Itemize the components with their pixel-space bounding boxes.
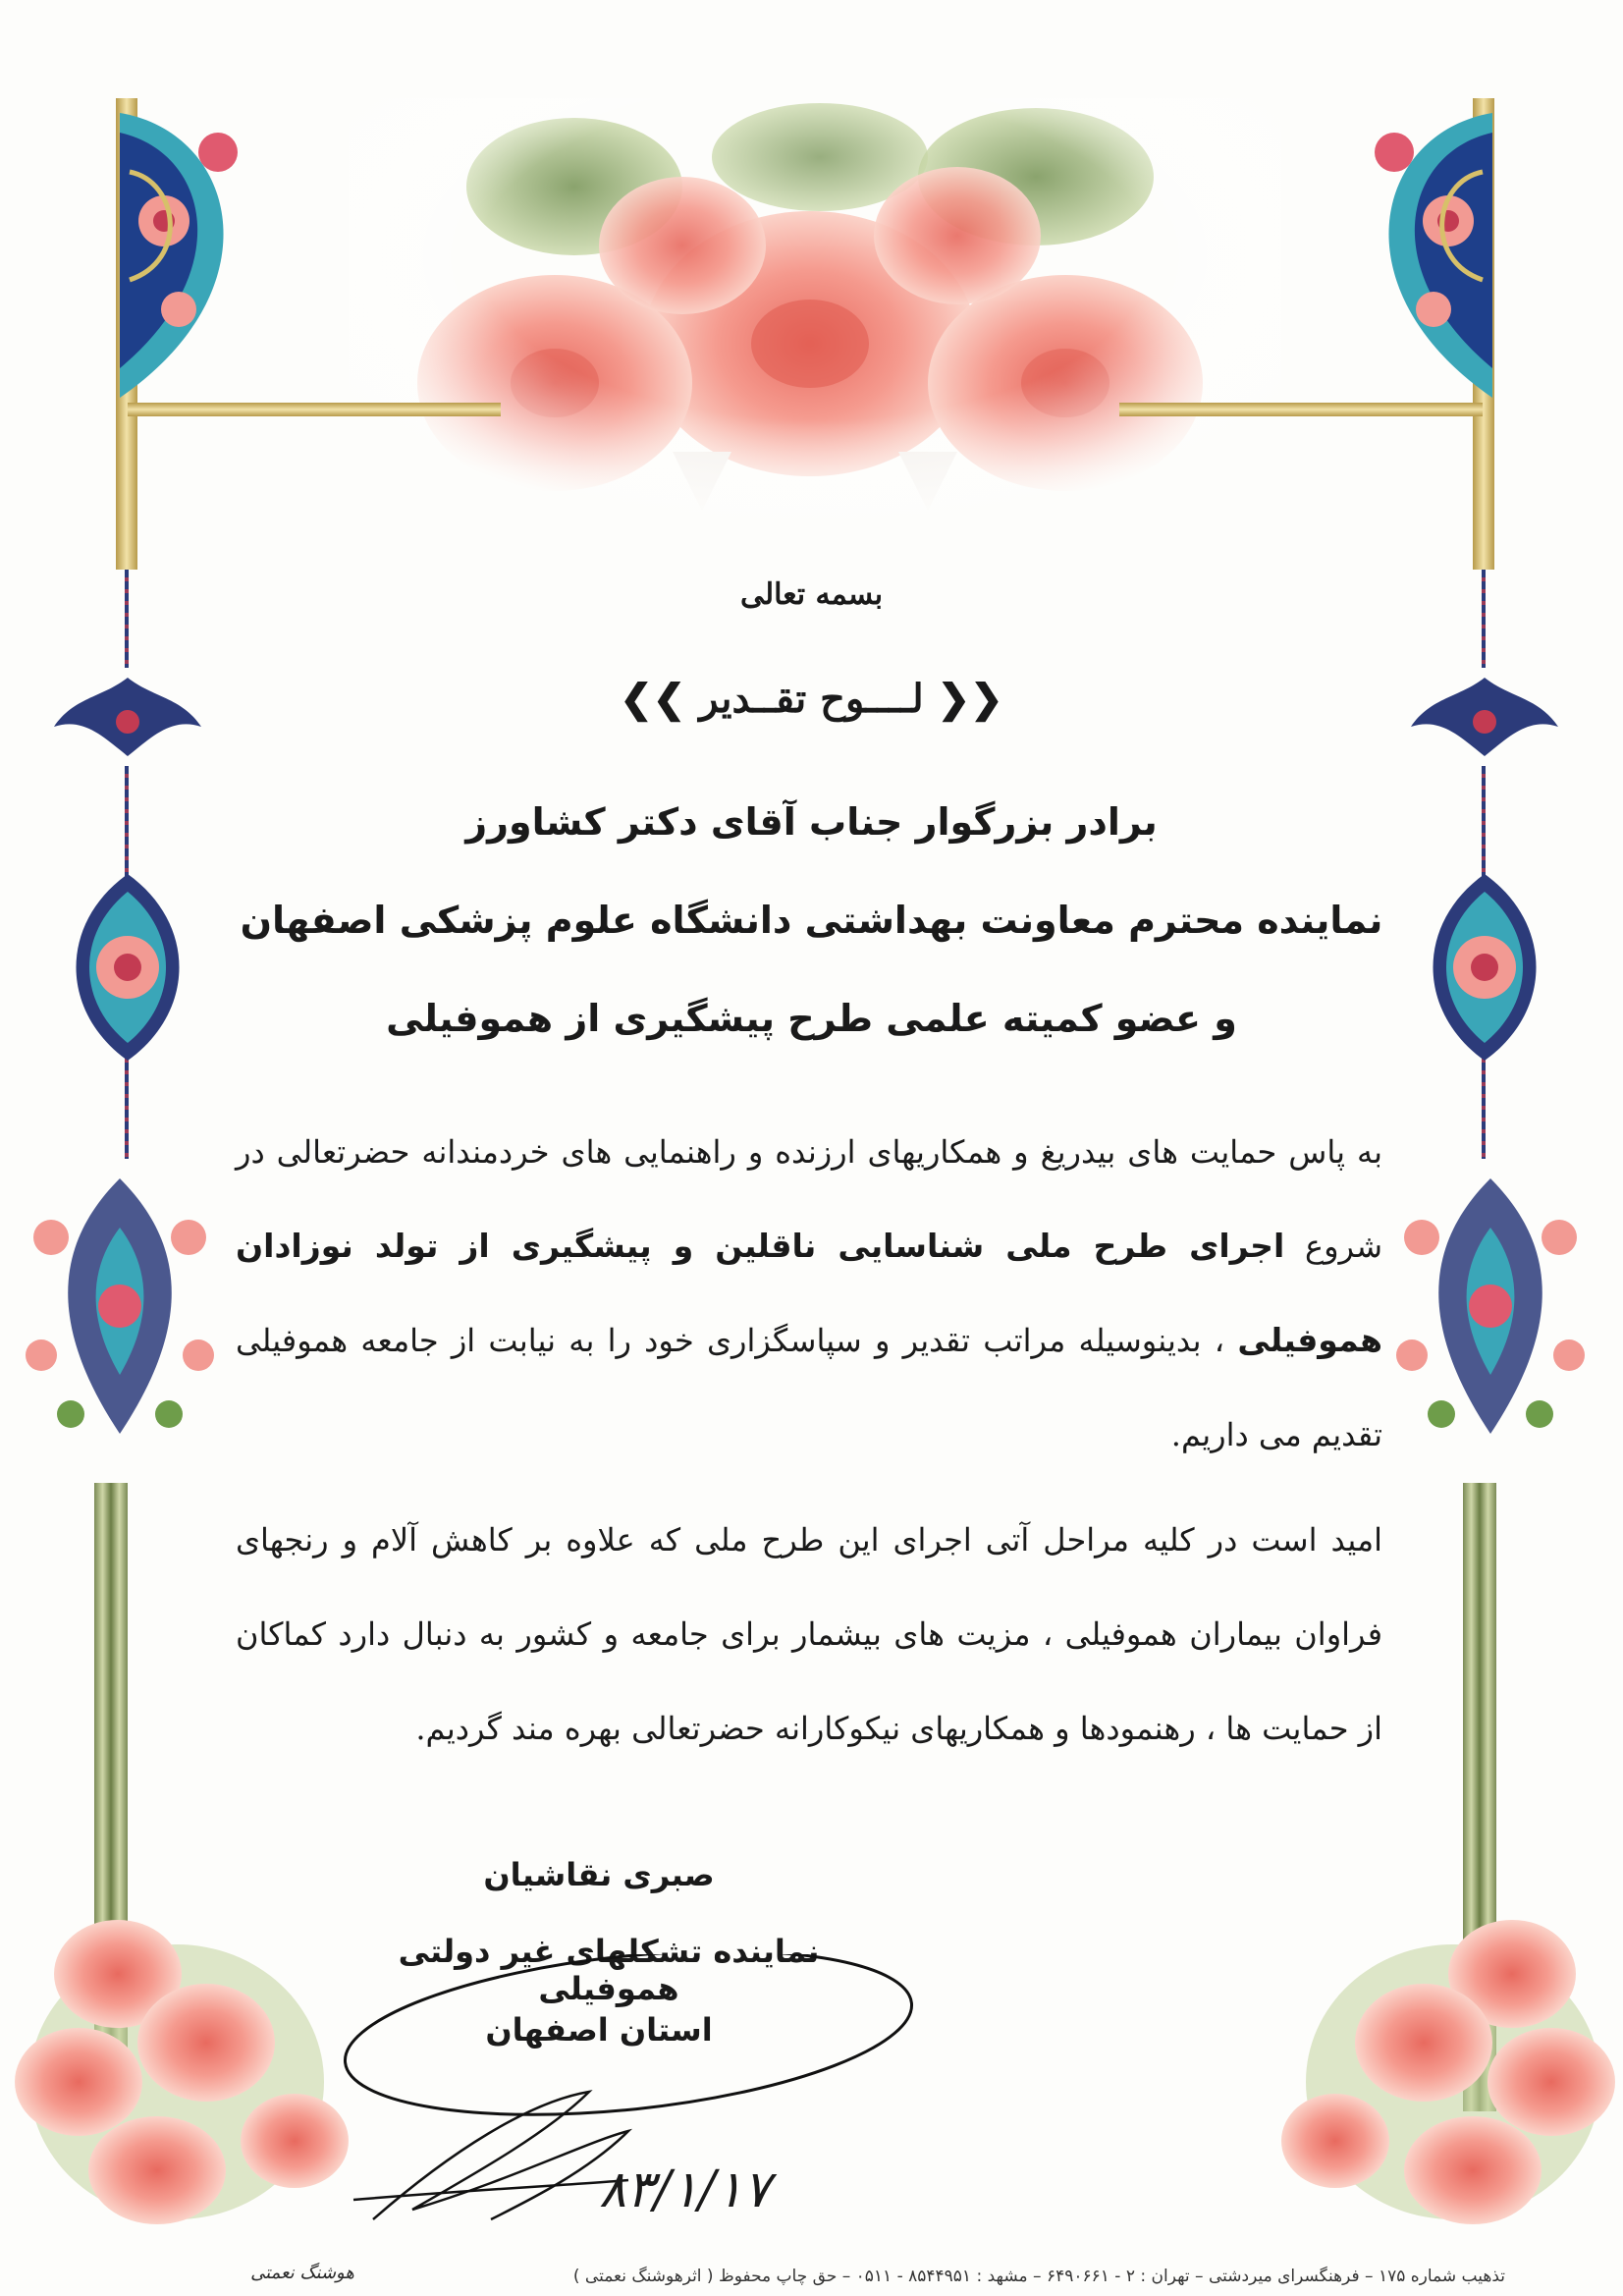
right-chain-lower bbox=[1482, 1051, 1486, 1159]
title-ornament-left-icon: ❯❯ bbox=[620, 676, 700, 722]
frame-right-gold-arm bbox=[1119, 403, 1483, 416]
signer-role: نماینده تشکلهای غیر دولتی هموفیلی bbox=[398, 1933, 820, 2007]
recipient-line-3: و عضو کمیته علمی طرح پیشگیری از هموفیلی bbox=[386, 997, 1237, 1040]
paragraph-1-part-2: ، بدینوسیله مراتب تقدیر و سپاسگزاری خود را به نیابت از جامعه هموفیلی تقدیم می داریم. bbox=[236, 1322, 1382, 1453]
signature-date: ۸۳/۱/۱۷ bbox=[599, 2160, 771, 2219]
recipient-line-2: نماینده محترم معاونت بهداشتی دانشگاه علوم پزشکی اصفهان bbox=[240, 899, 1383, 942]
frame-left-gold-arm bbox=[128, 403, 501, 416]
bottom-left-flowers bbox=[10, 1886, 383, 2239]
bottom-right-flowers bbox=[1247, 1886, 1620, 2239]
paragraph-1-bold: اجرای طرح ملی شناسایی ناقلین و پیشگیری از تولد نوزادان هموفیلی bbox=[236, 1227, 1383, 1359]
signer-province: استان اصفهان bbox=[485, 2011, 713, 2049]
floral-cluster-left-icon bbox=[12, 1159, 228, 1453]
left-chain-lower bbox=[125, 1051, 129, 1159]
floral-cluster-right-icon bbox=[1382, 1159, 1598, 1453]
medallion-left-icon bbox=[59, 874, 196, 1061]
ornament-top-left-icon bbox=[120, 113, 267, 398]
certificate-title bbox=[0, 676, 1623, 722]
paragraph-1-part-1: به پاس حمایت های بیدریغ و همکاریهای ارزنده و راهنمایی های خردمندانه حضرتعالی در شروع bbox=[236, 1133, 1383, 1265]
medallion-right-icon bbox=[1416, 874, 1553, 1061]
publisher-logo-text: هوشنگ نعمتی bbox=[250, 2263, 354, 2283]
ornament-top-right-icon bbox=[1345, 113, 1492, 398]
left-chain-mid bbox=[125, 766, 129, 884]
certificate-title-text: لــــوح تقــدیر bbox=[699, 676, 924, 722]
right-chain-mid bbox=[1482, 766, 1486, 884]
body-paragraph-2: امید است در کلیه مراحل آتی اجرای این طرح ملی که علاوه بر کاهش آلام و رنجهای فراوان بیماران هموفیلی ، مزیت های بیشمار برای جامعه و کشور به دنبال دارد کماکان از حمایت ها ، رهنمودها و همکاریهای نیکوکارانه حضرتعالی بهره مند گردیم. bbox=[236, 1521, 1382, 1747]
signer-name: صبری نقاشیان bbox=[483, 1856, 715, 1893]
footer-print-info: تذهیب شماره ۱۷۵ – فرهنگسرای میردشتی – تهران : ۲ - ۶۴۹۰۶۶۱ – مشهد : ۸۵۴۴۹۵۱ - ۰۵۱۱ – حق چاپ محفوظ ( اثرهوشنگ نعمتی ) bbox=[572, 2267, 1505, 2286]
invocation-heading: بسمه تعالی bbox=[739, 577, 884, 612]
body-paragraph-1 bbox=[236, 1105, 1382, 1482]
title-ornament-right-icon: ❮❮ bbox=[923, 676, 1003, 722]
recipient-line-1: برادر بزرگوار جناب آقای دکتر کشاورز bbox=[465, 800, 1158, 844]
top-flower-bouquet bbox=[349, 98, 1281, 550]
